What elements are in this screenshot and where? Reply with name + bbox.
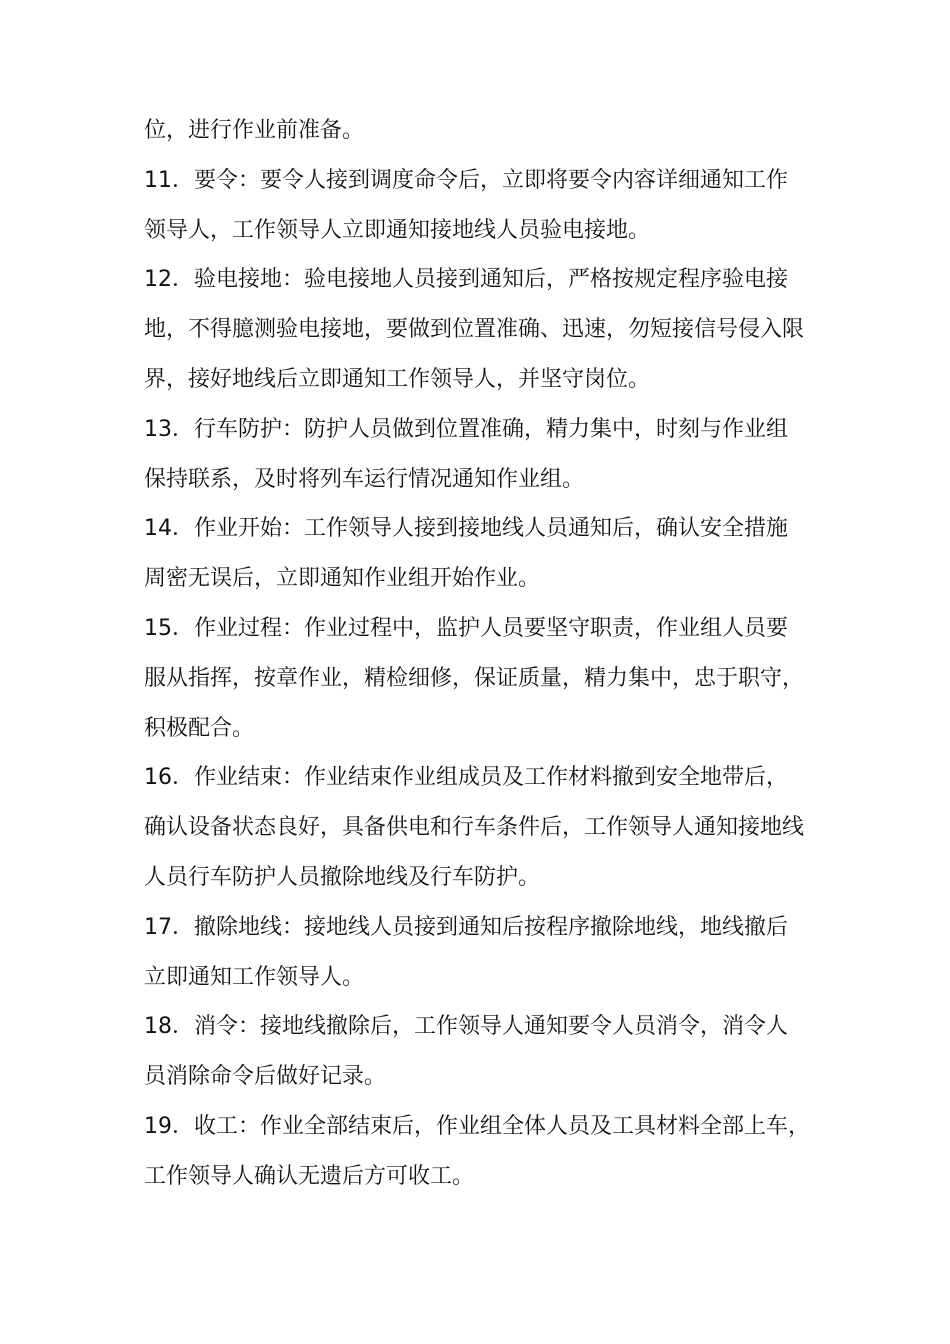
text-line: 周密无误后，立即通知作业组开始作业。 xyxy=(144,566,541,592)
text-line: 员消除命令后做好记录。 xyxy=(144,1064,387,1090)
text-line: 确认设备状态良好，具备供电和行车条件后，工作领导人通知接地线 xyxy=(144,815,805,841)
text-line: 地，不得臆测验电接地，要做到位置准确、迅速，勿短接信号侵入限 xyxy=(144,317,805,343)
text-line: 界，接好地线后立即通知工作领导人，并坚守岗位。 xyxy=(144,366,651,392)
text-line: 领导人，工作领导人立即通知接地线人员验电接地。 xyxy=(144,217,651,243)
text-line: 保持联系，及时将列车运行情况通知作业组。 xyxy=(144,466,585,492)
text-line: 12．验电接地：验电接地人员接到通知后，严格按规定程序验电接 xyxy=(144,267,788,293)
text-line: 14．作业开始：工作领导人接到接地线人员通知后，确认安全措施 xyxy=(144,516,788,542)
text-line: 17．撤除地线：接地线人员接到通知后按程序撤除地线，地线撤后 xyxy=(144,914,788,940)
text-line: 立即通知工作领导人。 xyxy=(144,964,365,990)
text-line: 18．消令：接地线撤除后，工作领导人通知要令人员消令，消令人 xyxy=(144,1014,788,1040)
text-line: 19．收工：作业全部结束后，作业组全体人员及工具材料全部上车， xyxy=(144,1113,810,1139)
text-line: 积极配合。 xyxy=(144,715,255,741)
text-line: 16．作业结束：作业结束作业组成员及工作材料撤到安全地带后， xyxy=(144,765,788,791)
text-line: 服从指挥，按章作业，精检细修，保证质量，精力集中，忠于职守， xyxy=(144,665,805,691)
text-line: 11．要令：要令人接到调度命令后，立即将要令内容详细通知工作 xyxy=(144,167,788,193)
text-line: 15．作业过程：作业过程中，监护人员要坚守职责，作业组人员要 xyxy=(144,615,788,641)
document-body xyxy=(144,106,810,1202)
text-line: 位，进行作业前准备。 xyxy=(144,118,365,143)
text-line: 13．行车防护：防护人员做到位置准确，精力集中，时刻与作业组 xyxy=(144,416,788,442)
text-line: 人员行车防护人员撤除地线及行车防护。 xyxy=(144,864,541,890)
text-line: 工作领导人确认无遗后方可收工。 xyxy=(144,1163,475,1189)
